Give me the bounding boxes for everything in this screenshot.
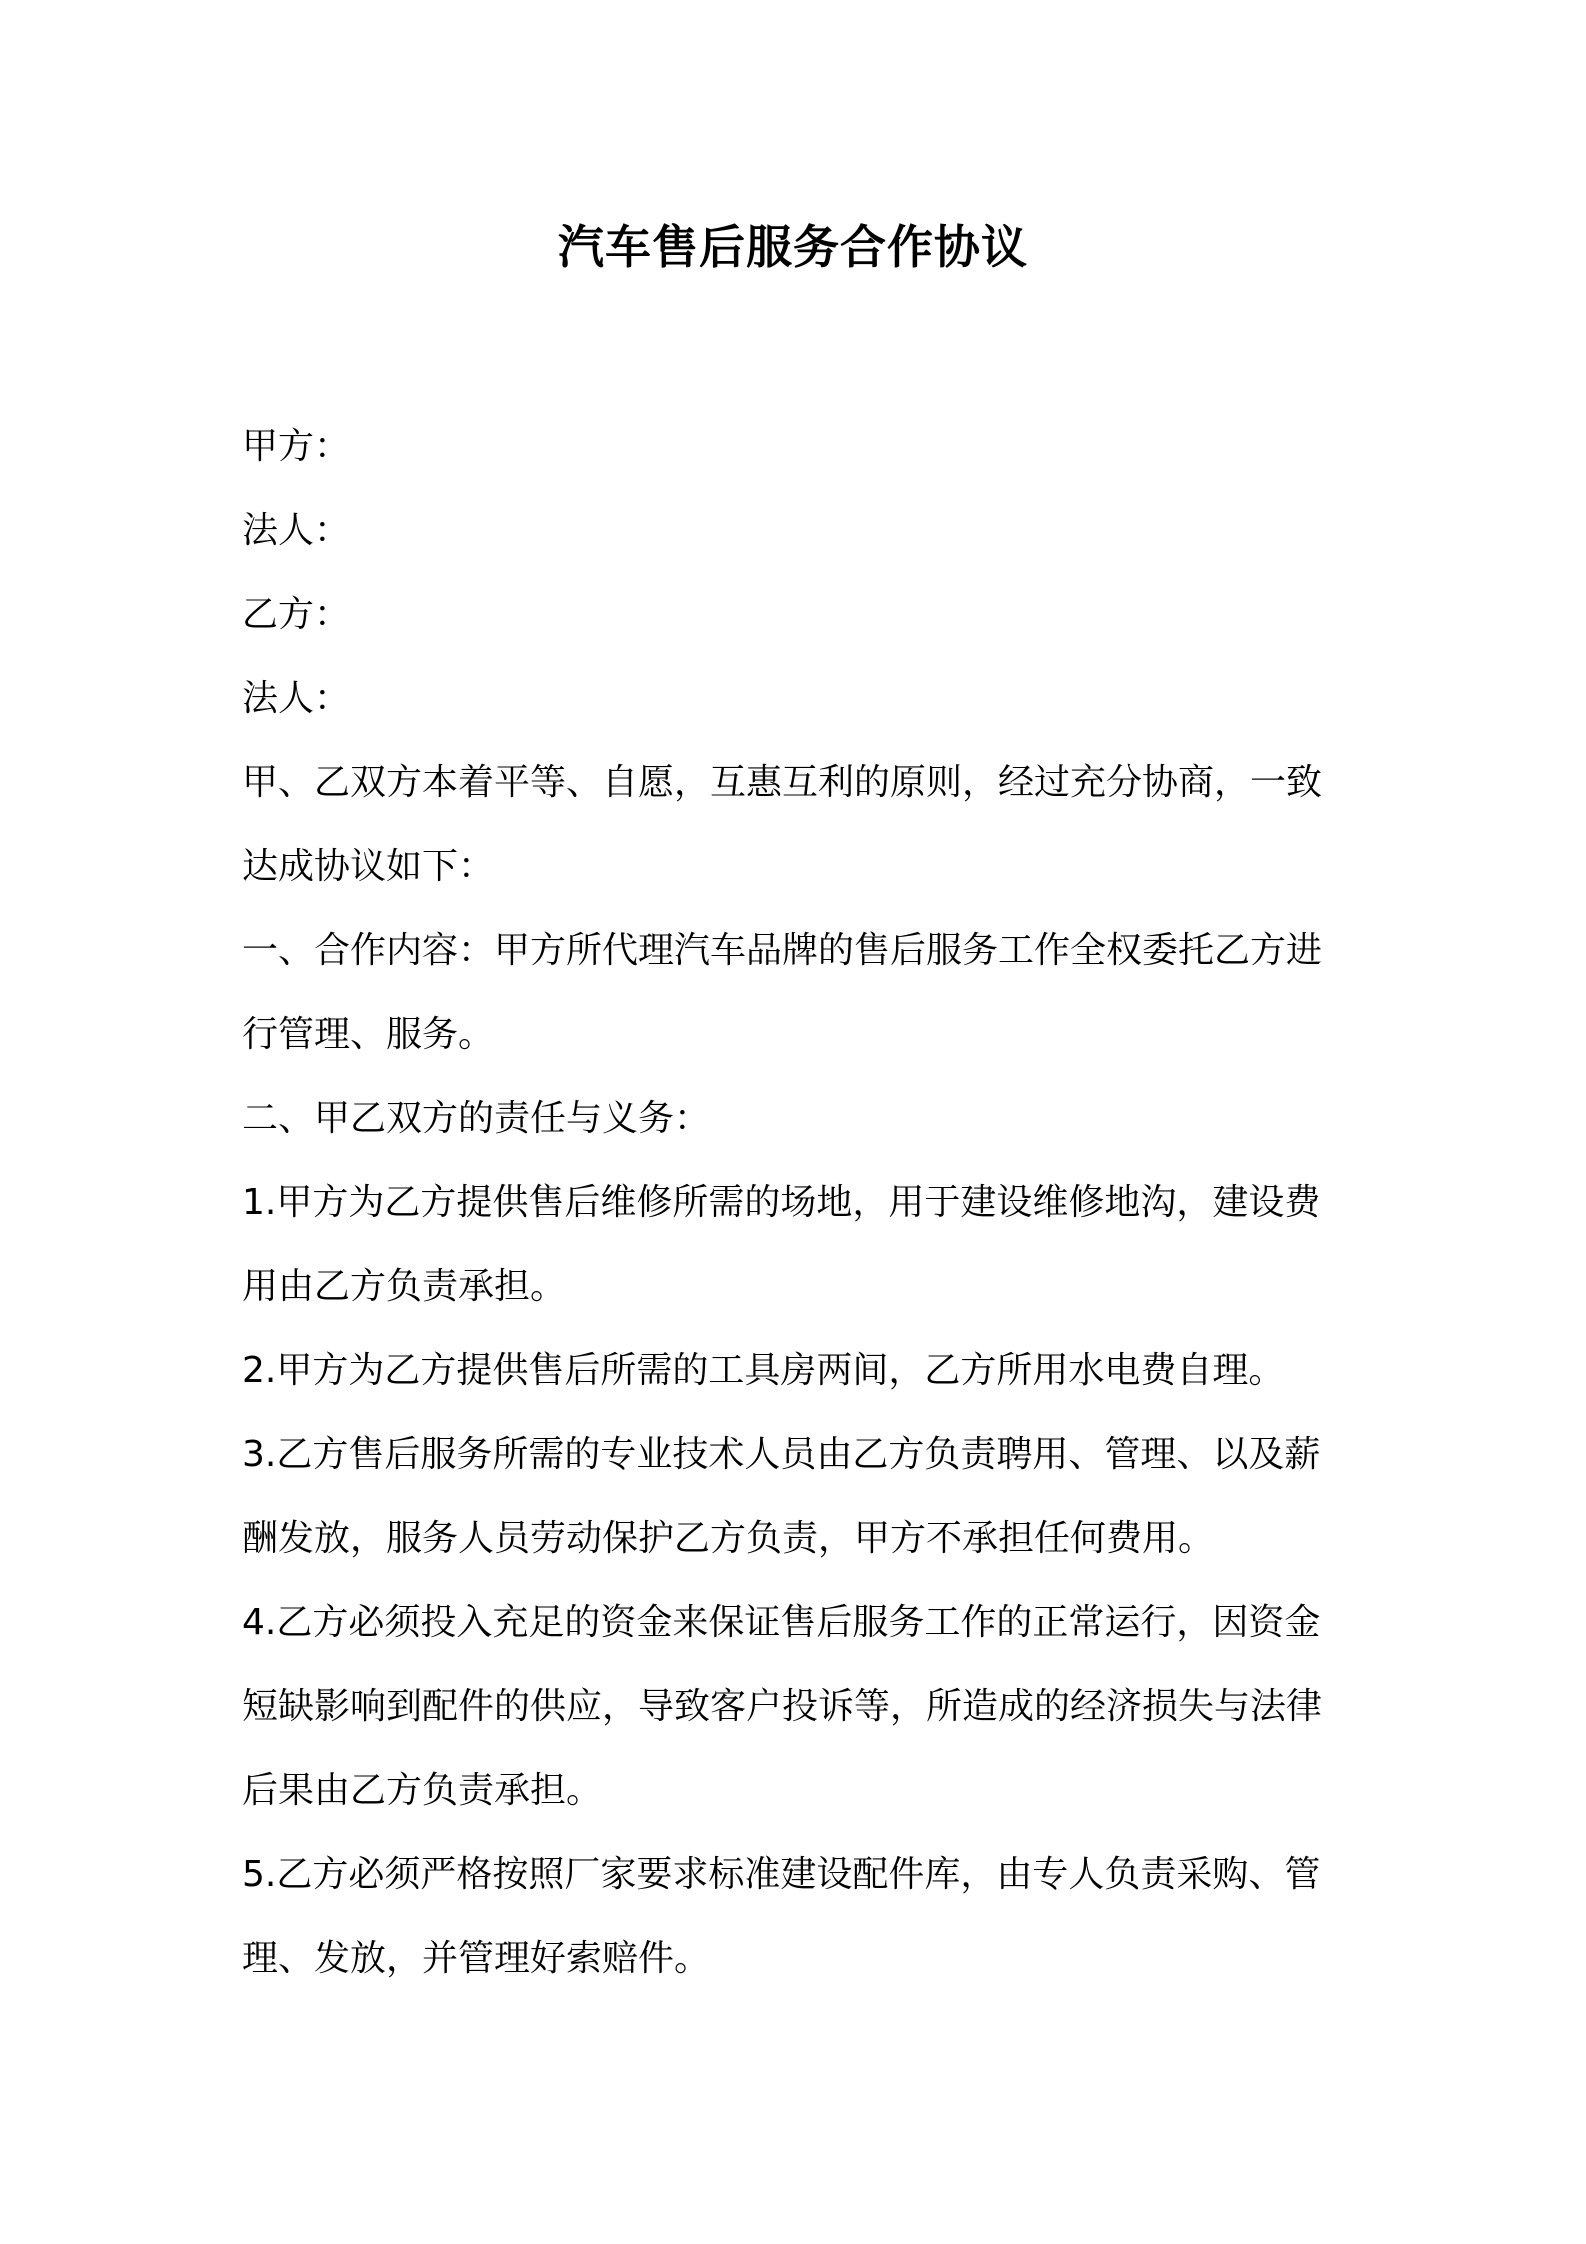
- text-line: 行管理、服务。: [242, 1014, 495, 1055]
- text-line: 4.乙方必须投入充足的资金来保证售后服务工作的正常运行，因资金: [242, 1602, 1321, 1643]
- text-line: 甲、乙双方本着平等、自愿，互惠互利的原则，经过充分协商，一致: [242, 762, 1323, 803]
- text-line: 法人：: [242, 678, 351, 719]
- text-line: 用由乙方负责承担。: [242, 1266, 567, 1307]
- clause-5-paragraph: [242, 1833, 1360, 2001]
- text-line: 一、合作内容：甲方所代理汽车品牌的售后服务工作全权委托乙方进: [242, 930, 1323, 971]
- text-line: 2.甲方为乙方提供售后所需的工具房两间，乙方所用水电费自理。: [242, 1350, 1285, 1391]
- clause-4-paragraph: [242, 1581, 1360, 1833]
- text-line: 3.乙方售后服务所需的专业技术人员由乙方负责聘用、管理、以及薪: [242, 1434, 1321, 1475]
- text-line: 法人：: [242, 510, 351, 551]
- party-b-line: [242, 573, 1360, 657]
- text-line: 1.甲方为乙方提供售后维修所需的场地，用于建设维修地沟，建设费: [242, 1182, 1321, 1223]
- text-line: 甲方：: [242, 426, 351, 467]
- text-line: 乙方：: [242, 594, 351, 635]
- text-line: 理、发放，并管理好索赔件。: [242, 1938, 711, 1979]
- text-line: 酬发放，服务人员劳动保护乙方负责，甲方不承担任何费用。: [242, 1518, 1215, 1559]
- text-line: 二、甲乙双方的责任与义务：: [242, 1098, 711, 1139]
- party-a-line: [242, 405, 1360, 489]
- document-title: 汽车售后服务合作协议: [558, 220, 1028, 274]
- clause-2-paragraph: [242, 1329, 1360, 1413]
- clause-3-paragraph: [242, 1413, 1360, 1581]
- preamble-paragraph: [242, 741, 1360, 909]
- text-line: 达成协议如下：: [242, 846, 495, 887]
- text-line: 后果由乙方负责承担。: [242, 1770, 603, 1811]
- document-body: [242, 405, 1360, 2001]
- text-line: 短缺影响到配件的供应，导致客户投诉等，所造成的经济损失与法律: [242, 1686, 1323, 1727]
- party-a-legal-rep-line: [242, 489, 1360, 573]
- text-line: 5.乙方必须严格按照厂家要求标准建设配件库，由专人负责采购、管: [242, 1854, 1321, 1895]
- party-b-legal-rep-line: [242, 657, 1360, 741]
- section-2-heading: [242, 1077, 1360, 1161]
- clause-1-paragraph: [242, 1161, 1360, 1329]
- section-1-paragraph: [242, 909, 1360, 1077]
